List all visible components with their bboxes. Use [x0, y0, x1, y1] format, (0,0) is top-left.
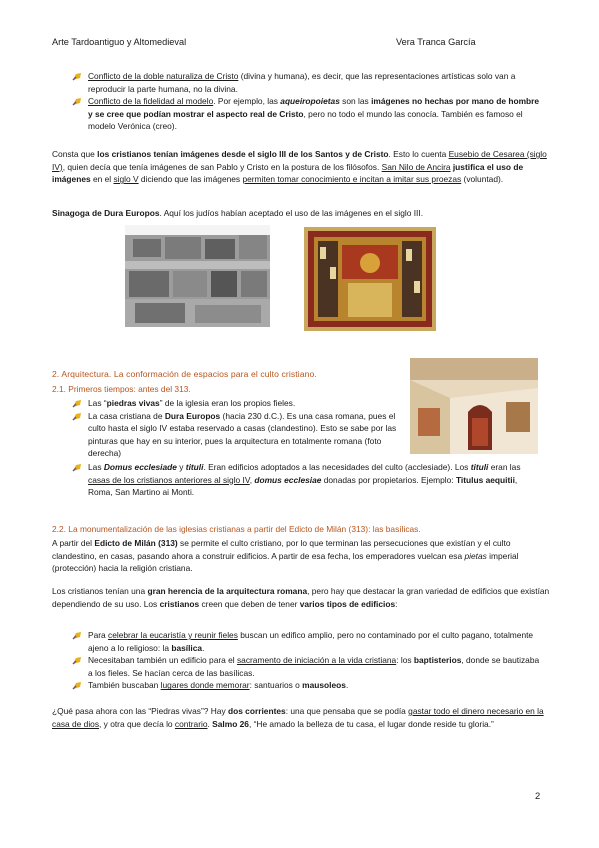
pen-bullet-icon	[72, 463, 82, 472]
list-item: Conflicto de la fidelidad al modelo. Por ejemplo, las aqueiropoietas son las imágenes no hechas por mano de hombre y se cree que podían mostrar el aspecto real de Cristo, pero no todo el mundo las conocía. También es famoso el modelo Verónica (creo).	[72, 95, 542, 133]
house-church-photo	[410, 358, 538, 454]
pen-bullet-icon	[72, 72, 82, 81]
list-item: Conflicto de la doble naturaliza de Cristo (divina y humana), es decir, que las representaciones artísticas solo van a reproducir la parte humana, no la divina.	[72, 70, 542, 95]
bullet-list-2-1	[72, 397, 408, 460]
list-item: También buscaban lugares donde memorar: santuarios o mausoleos.	[72, 679, 542, 692]
synagogue-ruins-photo	[125, 225, 270, 327]
paragraph: Los cristianos tenían una gran herencia de la arquitectura romana, pero hay que destacar la gran variedad de edificios que existían dependiendo de su uso. Los cristianos creen que deben de tener varios tipos de edificios:	[52, 586, 550, 609]
subsection-heading: 2.1. Primeros tiempos: antes del 313.	[52, 384, 191, 394]
bullet-list-2-1b	[72, 461, 542, 499]
paragraph: ¿Qué pasa ahora con las “Piedras vivas”? Hay dos corrientes: una que pensaba que se podía gastar todo el dinero necesario en la casa de dios, y otra que decía lo contrario. Salmo 26, “He amado la belleza de tu casa, el lugar donde reside tu gloria.”	[52, 706, 544, 729]
pen-bullet-icon	[72, 681, 82, 690]
paragraph: Sinagoga de Dura Europos. Aquí los judíos habían aceptado el uso de las imágenes en el siglo III.	[52, 208, 424, 218]
pen-bullet-icon	[72, 399, 82, 408]
paragraph: Consta que los cristianos tenían imágenes desde el siglo III de los Santos y de Cristo. Esto lo cuenta Eusebio de Cesarea (siglo IV), quien decía que tenía imágenes de san Pablo y Cristo en la postura de los filósofos. San Nilo de Ancira justifica el uso de imágenes en el siglo V diciendo que las imágenes permiten tomar conocimiento e incitan a imitar sus proezas (voluntad).	[52, 149, 547, 185]
list-item: La casa cristiana de Dura Europos (hacia 230 d.C.). Es una casa romana, pues el culto hasta el siglo IV estaba reservado a casas (clandestino). Esto se sabe por las pinturas que hay en su interior, pues la arquitectura en totalmente romana (foto derecha)	[72, 410, 408, 460]
bullet-list-top	[72, 70, 542, 133]
page-number: 2	[535, 790, 541, 801]
pen-bullet-icon	[72, 97, 82, 106]
pen-bullet-icon	[72, 631, 82, 640]
subsection-heading: 2.2. La monumentalización de las iglesias cristianas a partir del Edicto de Milán (313): las basílicas.	[52, 524, 421, 534]
header-author: Vera Tranca García	[396, 37, 476, 47]
synagogue-painting-photo	[304, 227, 436, 331]
paragraph: A partir del Edicto de Milán (313) se permite el culto cristiano, por lo que terminan las persecuciones que existían y el culto clandestino, en casas, pasando ahora a construir edificios. A partir de esa fecha, los emperadores vuelcan esa pietas imperial (protección) hacia la religión cristiana.	[52, 538, 519, 574]
pen-bullet-icon	[72, 412, 82, 421]
section-heading: 2. Arquitectura. La conformación de espacios para el culto cristiano.	[52, 369, 317, 379]
bullet-list-2-2	[72, 629, 542, 692]
list-item: Para celebrar la eucaristía y reunir fieles buscan un edifico amplio, pero no contaminado por el culto pagano, totalmente ajeno a lo religioso: la basílica.	[72, 629, 542, 654]
header-course-title: Arte Tardoantiguo y Altomedieval	[52, 37, 187, 47]
pen-bullet-icon	[72, 656, 82, 665]
list-item: Necesitaban también un edificio para el sacramento de iniciación a la vida cristiana: los baptisterios, donde se bautizaba a los fieles. Se hacían cerca de las basílicas.	[72, 654, 542, 679]
list-item: Las “piedras vivas” de la iglesia eran los propios fieles.	[72, 397, 408, 410]
list-item: Las Domus ecclesiade y tituli. Eran edificios adoptados a las necesidades del culto (acclesiade). Los tituli eran las casas de los cristianos anteriores al siglo IV, domus ecclesiae donadas por propietarios. Ejemplo: Titulus aequitii, Roma, San Martino ai Monti.	[72, 461, 542, 499]
